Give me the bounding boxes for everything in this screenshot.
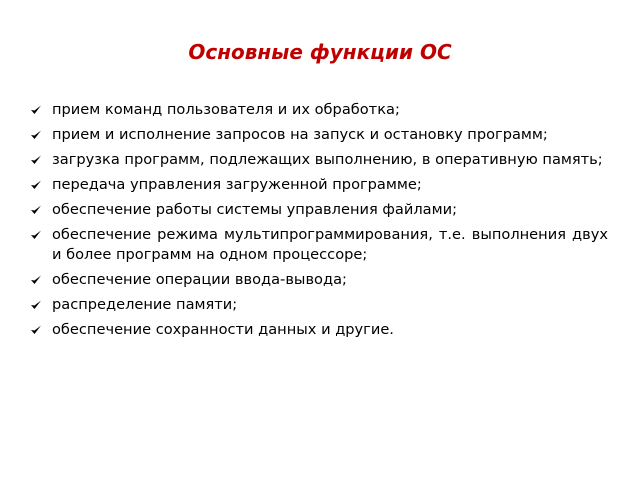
list-item xyxy=(30,270,608,290)
checkmark-arrow-icon xyxy=(30,129,42,141)
slide-title: Основные функции ОС xyxy=(188,40,452,64)
list-item-text: обеспечение работы системы управления файлами; xyxy=(52,201,457,218)
checkmark-arrow-icon xyxy=(30,204,42,216)
list-item xyxy=(30,125,608,145)
list-item xyxy=(30,175,608,195)
list-item xyxy=(30,100,608,120)
list-item xyxy=(30,320,608,340)
functions-list xyxy=(30,100,608,345)
list-item xyxy=(30,225,608,265)
checkmark-arrow-icon xyxy=(30,104,42,116)
list-item-text: обеспечение режима мультипрограммирования, т.е. выполнения двух и более программ на одном процессоре; xyxy=(52,226,608,263)
list-item-text: обеспечение сохранности данных и другие. xyxy=(52,321,394,338)
list-item xyxy=(30,150,608,170)
list-item-text: загрузка программ, подлежащих выполнению, в оперативную память; xyxy=(52,151,603,168)
list-item xyxy=(30,200,608,220)
list-item-text: прием команд пользователя и их обработка; xyxy=(52,101,400,118)
checkmark-arrow-icon xyxy=(30,179,42,191)
list-item-text: обеспечение операции ввода-вывода; xyxy=(52,271,347,288)
list-item xyxy=(30,295,608,315)
checkmark-arrow-icon xyxy=(30,229,42,241)
checkmark-arrow-icon xyxy=(30,154,42,166)
list-item-text: распределение памяти; xyxy=(52,296,238,313)
checkmark-arrow-icon xyxy=(30,324,42,336)
list-item-text: прием и исполнение запросов на запуск и остановку программ; xyxy=(52,126,548,143)
list-item-text: передача управления загруженной программе; xyxy=(52,176,422,193)
checkmark-arrow-icon xyxy=(30,299,42,311)
checkmark-arrow-icon xyxy=(30,274,42,286)
